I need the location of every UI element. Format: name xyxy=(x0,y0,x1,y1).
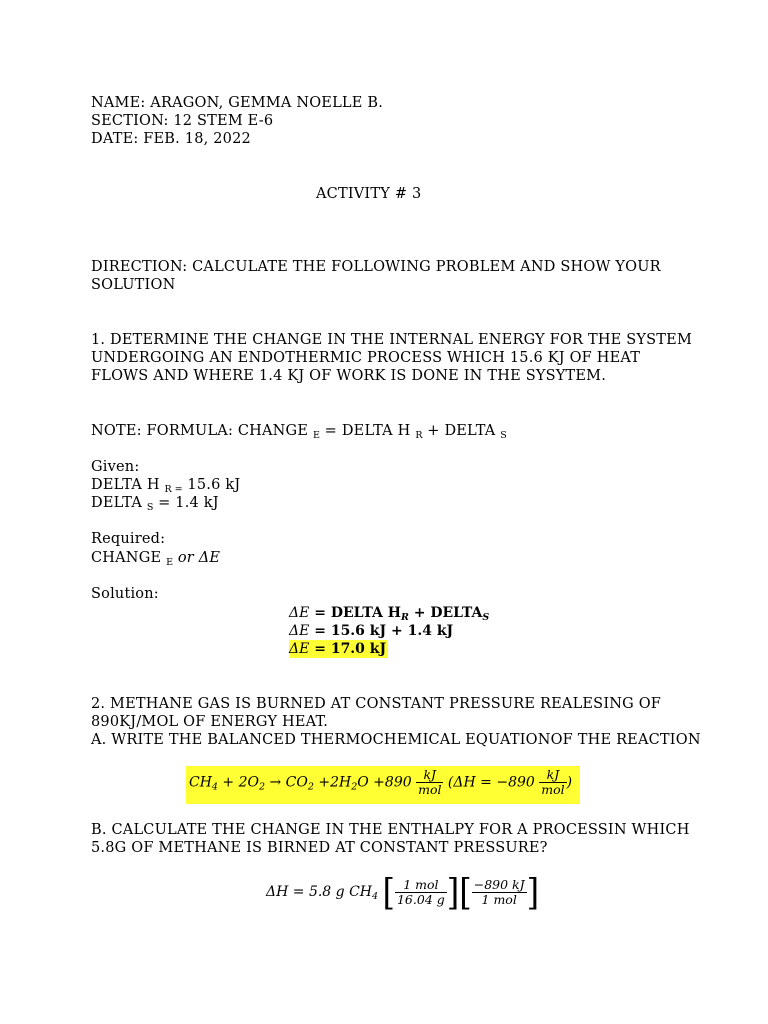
required-value xyxy=(91,549,220,573)
given2-value: = 1.4 kJ xyxy=(153,495,219,511)
note-prefix: NOTE: FORMULA: CHANGE xyxy=(91,423,313,439)
calc-f2-den: 1 mol xyxy=(481,891,517,907)
calc-lhs: ΔH = 5.8 g CH xyxy=(266,884,372,900)
calc-sub: 4 xyxy=(372,891,379,902)
eq-frac1-den: mol xyxy=(418,782,442,797)
note-mid: = DELTA H xyxy=(319,423,416,439)
problem2-line-1: 2. METHANE GAS IS BURNED AT CONSTANT PRESSURE REALESING OF xyxy=(91,696,662,712)
given2-sub: S xyxy=(146,502,154,513)
problem2-line-2: 890KJ/MOL OF ENERGY HEAT. xyxy=(91,714,329,730)
note-sub-r: R xyxy=(415,430,423,441)
direction-line-2: SOLUTION xyxy=(91,277,176,293)
calc-fraction-2 xyxy=(472,878,527,907)
required-suffix: or ΔE xyxy=(173,550,221,566)
eq-fraction-2 xyxy=(539,768,566,797)
solution-step-2 xyxy=(289,622,453,640)
eq-sub-2b: 2 xyxy=(307,781,314,793)
required-sub: E xyxy=(166,557,174,568)
problem1-line-2: UNDERGOING AN ENDOTHERMIC PROCESS WHICH 15.6 KJ OF HEAT xyxy=(91,350,641,366)
student-name: NAME: ARAGON, GEMMA NOELLE B. xyxy=(91,95,384,111)
eq-sub-2a: 2 xyxy=(258,781,266,793)
eq-ch: CH xyxy=(189,774,212,791)
activity-date: DATE: FEB. 18, 2022 xyxy=(91,131,251,147)
solution-label: Solution: xyxy=(91,586,159,602)
eq-sub-2c: 2 xyxy=(351,781,358,793)
enthalpy-calculation xyxy=(266,870,540,914)
eq-sub-4: 4 xyxy=(211,781,218,793)
sol1-rhs-b: + DELTA xyxy=(408,605,483,621)
eq-frac1-num: kJ xyxy=(416,768,443,783)
given1-sub: R = xyxy=(164,484,183,495)
student-section: SECTION: 12 STEM E-6 xyxy=(91,113,274,129)
given-label: Given: xyxy=(91,459,140,475)
note-mid2: + DELTA xyxy=(422,423,501,439)
sol1-sub-s: S xyxy=(482,612,490,623)
sol2-rhs: = 15.6 kJ + 1.4 kJ xyxy=(309,623,454,639)
bracket-open-2: [ xyxy=(459,870,472,914)
eq-fraction-1 xyxy=(416,768,443,797)
problem2-part-b-line-2: 5.8G OF METHANE IS BIRNED AT CONSTANT PRESSURE? xyxy=(91,840,548,856)
direction-line-1: DIRECTION: CALCULATE THE FOLLOWING PROBLEM AND SHOW YOUR xyxy=(91,259,661,275)
problem1-line-1: 1. DETERMINE THE CHANGE IN THE INTERNAL ENERGY FOR THE SYSTEM xyxy=(91,332,693,348)
bracket-open-1: [ xyxy=(382,870,395,914)
thermochemical-equation xyxy=(189,768,572,797)
calc-fraction-1 xyxy=(395,878,447,907)
problem2-part-b-line-1: B. CALCULATE THE CHANGE IN THE ENTHALPY FOR A PROCESSIN WHICH xyxy=(91,822,690,838)
problem1-line-3: FLOWS AND WHERE 1.4 KJ OF WORK IS DONE IN THE SYSYTEM. xyxy=(91,368,607,384)
given1-prefix: DELTA H xyxy=(91,477,165,493)
eq-delta-h: (ΔH = −890 xyxy=(443,774,540,791)
activity-title: ACTIVITY # 3 xyxy=(316,186,422,202)
sol1-rhs-a: = DELTA H xyxy=(309,605,401,621)
eq-o-890: O +890 xyxy=(357,774,417,791)
given1-value: 15.6 kJ xyxy=(182,477,241,493)
formula-note xyxy=(91,422,507,446)
sol3-rhs: = 17.0 kJ xyxy=(309,641,387,657)
bracket-close-1: ] xyxy=(446,870,460,914)
calc-f2-num: −890 kJ xyxy=(473,876,525,892)
solution-answer-highlight xyxy=(289,640,388,658)
required-prefix: CHANGE xyxy=(91,550,167,566)
eq-plus-h: +2H xyxy=(313,774,352,791)
note-sub-e: E xyxy=(312,430,320,441)
bracket-close-2: ] xyxy=(526,870,540,914)
problem2-part-a: A. WRITE THE BALANCED THERMOCHEMICAL EQUATIONOF THE REACTION xyxy=(91,732,701,748)
given-delta-s xyxy=(91,494,219,518)
sol1-sub-r: R xyxy=(400,612,409,623)
sol1-lhs: ΔE xyxy=(289,605,310,621)
calc-f1-den: 16.04 g xyxy=(396,891,445,907)
eq-arrow-co: → CO xyxy=(265,774,308,791)
eq-plus-o2: + 2O xyxy=(217,774,259,791)
sol2-lhs: ΔE xyxy=(289,623,310,639)
note-sub-s: S xyxy=(500,430,507,441)
eq-close: ) xyxy=(566,774,573,791)
eq-frac2-den: mol xyxy=(541,782,565,797)
sol3-lhs: ΔE xyxy=(289,641,310,657)
eq-frac2-num: kJ xyxy=(539,768,566,783)
given2-prefix: DELTA xyxy=(91,495,147,511)
required-label: Required: xyxy=(91,531,166,547)
calc-f1-num: 1 mol xyxy=(395,878,447,893)
